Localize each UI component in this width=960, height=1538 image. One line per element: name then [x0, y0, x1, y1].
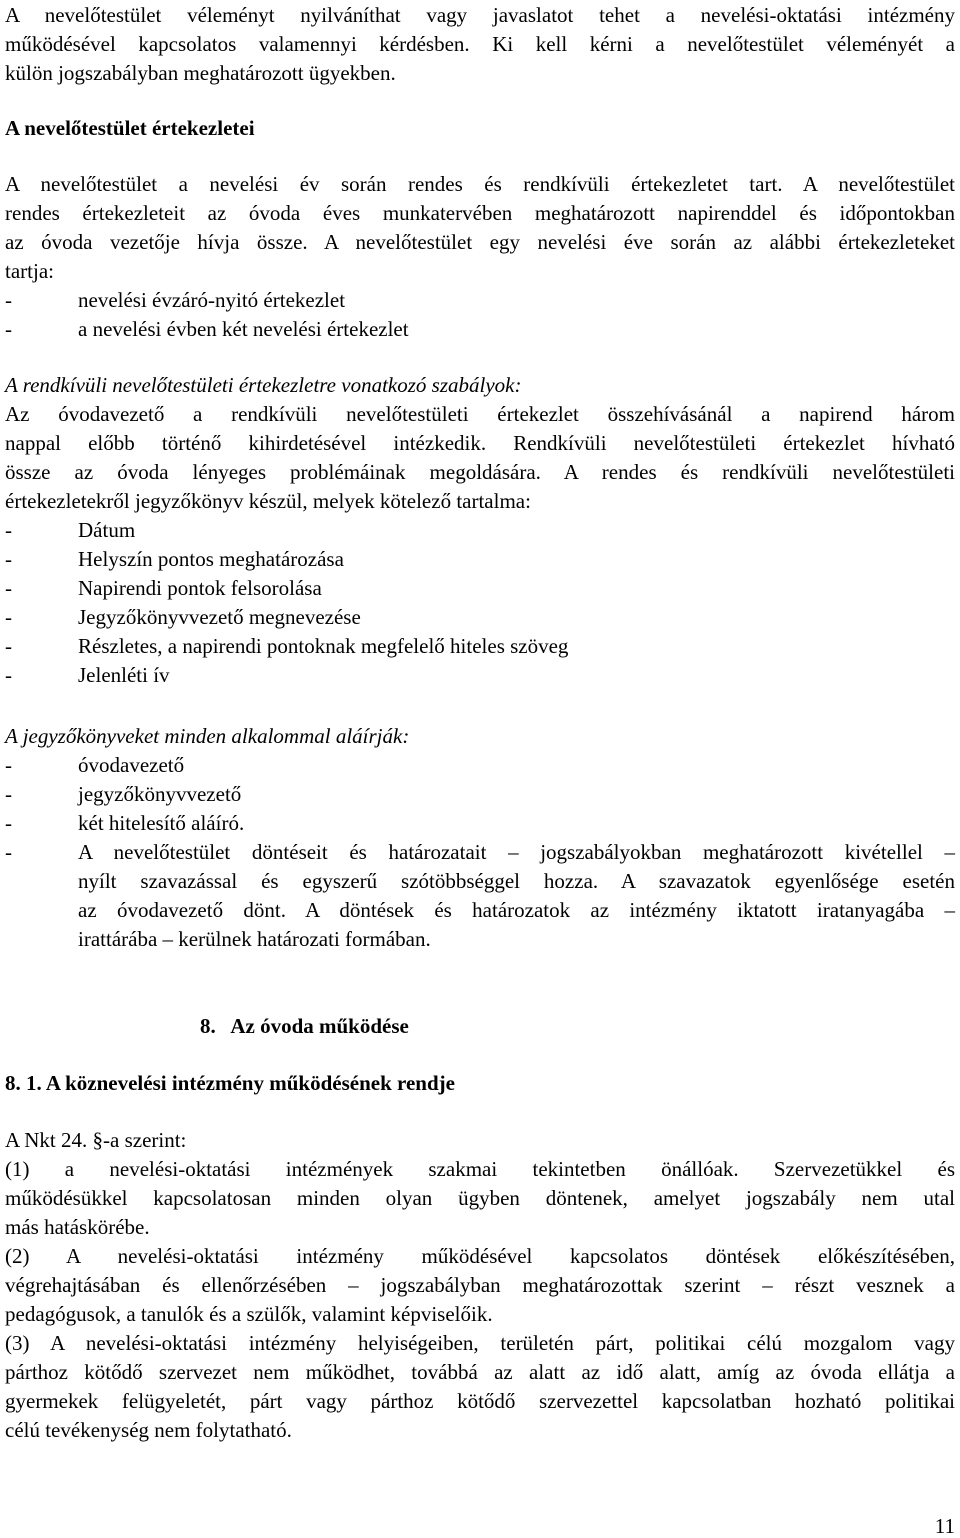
- law-reference: A Nkt 24. §-a szerint:: [5, 1128, 187, 1152]
- section-8-1-heading: 8. 1. A köznevelési intézmény működésének rendje: [5, 1071, 455, 1095]
- text-line: más hatáskörébe.: [5, 1215, 150, 1239]
- list-item: - óvodavezető: [5, 751, 955, 780]
- text-line: értekezletekről jegyzőkönyv készül, melyek kötelező tartalma:: [5, 489, 531, 513]
- section-8-heading: 8. Az óvoda működése: [200, 1014, 409, 1038]
- text-line: - A nevelőtestület döntéseit és határozatait – jogszabályokban meghatározott kivétellel –: [78, 840, 955, 864]
- intro-paragraph: [5, 1, 955, 88]
- text-line: (2) A nevelési-oktatási intézmény működésével kapcsolatos döntések előkészítésében,: [5, 1244, 955, 1268]
- text-line: (1) a nevelési-oktatási intézmények szakmai tekintetben önállóak. Szervezetükkel és: [5, 1157, 955, 1181]
- text-line: pedagógusok, a tanulók és a szülők, valamint képviselőik.: [5, 1302, 493, 1326]
- text-line: (3) A nevelési-oktatási intézmény helyiségeiben, területén párt, politikai célú mozgalom vagy: [5, 1331, 955, 1355]
- extraordinary-paragraph: [5, 400, 955, 690]
- minutes-heading: A jegyzőkönyveket minden alkalommal aláírják:: [5, 724, 410, 748]
- text-line: rendes értekezleteit az óvoda éves munkatervében meghatározott napirenddel és időpontokban: [5, 201, 955, 225]
- list-item: - Részletes, a napirendi pontoknak megfelelő hiteles szöveg: [5, 632, 955, 661]
- list-item: - jegyzőkönyvvezető: [5, 780, 955, 809]
- text-line: A nevelőtestület véleményt nyilváníthat vagy javaslatot tehet a nevelési-oktatási intézmény: [5, 3, 955, 27]
- text-line: A nevelőtestület a nevelési év során rendes és rendkívüli értekezletet tart. A nevelőtestület: [5, 172, 955, 196]
- text-line: össze az óvoda lényeges problémáinak megoldására. A rendes és rendkívüli nevelőtestületi: [5, 460, 955, 484]
- list-item-decisions: [5, 838, 955, 954]
- text-line: irattárába – kerülnek határozati formában.: [78, 927, 431, 951]
- list-item: - Jelenléti ív: [5, 661, 955, 690]
- text-line: végrehajtásában és ellenőrzésében – jogszabályban meghatározottak szerint – részt vesznek a: [5, 1273, 955, 1297]
- text-line: gyermekek felügyeletét, párt vagy párthoz kötődő szervezettel kapcsolatban hozható politikai: [5, 1389, 955, 1413]
- text-line: az óvodavezető dönt. A döntések és határozatok az intézmény iktatott iratanyagába –: [78, 898, 955, 922]
- text-line: párthoz kötődő szervezet nem működhet, továbbá az alatt az idő alatt, amíg az óvoda ellátja a: [5, 1360, 955, 1384]
- text-line: külön jogszabályban meghatározott ügyekben.: [5, 61, 396, 85]
- list-item: - két hitelesítő aláíró.: [5, 809, 955, 838]
- text-line: tartja:: [5, 259, 54, 283]
- text-line: célú tevékenység nem folytatható.: [5, 1418, 292, 1442]
- text-line: nappal előbb történő kihirdetésével intézkedik. Rendkívüli nevelőtestületi értekezlet hívható: [5, 431, 955, 455]
- meetings-paragraph: [5, 170, 955, 344]
- list-item: - Helyszín pontos meghatározása: [5, 545, 955, 574]
- minutes-list: [5, 751, 955, 954]
- list-item: - a nevelési évben két nevelési értekezlet: [5, 315, 955, 344]
- text-line: az óvoda vezetője hívja össze. A nevelőtestület egy nevelési éve során az alábbi értekezleteket: [5, 230, 955, 254]
- text-line: működésükkel kapcsolatosan minden olyan ügyben döntenek, amelyet jogszabály nem utal: [5, 1186, 955, 1210]
- text-line: működésével kapcsolatos valamennyi kérdésben. Ki kell kérni a nevelőtestület véleményét a: [5, 32, 955, 56]
- text-line: nyílt szavazással és egyszerű szótöbbséggel hozza. A szavazatok egyenlősége esetén: [78, 869, 955, 893]
- page-number: 11: [934, 1514, 955, 1538]
- list-item: - Jegyzőkönyvvezető megnevezése: [5, 603, 955, 632]
- section-8-1-body: [5, 1126, 955, 1445]
- list-item: - nevelési évzáró-nyitó értekezlet: [5, 286, 955, 315]
- list-item: - Napirendi pontok felsorolása: [5, 574, 955, 603]
- meetings-heading: A nevelőtestület értekezletei: [5, 116, 255, 140]
- list-item: - Dátum: [5, 516, 955, 545]
- extraordinary-heading: A rendkívüli nevelőtestületi értekezletre vonatkozó szabályok:: [5, 373, 522, 397]
- text-line: Az óvodavezető a rendkívüli nevelőtestületi értekezlet összehívásánál a napirend három: [5, 402, 955, 426]
